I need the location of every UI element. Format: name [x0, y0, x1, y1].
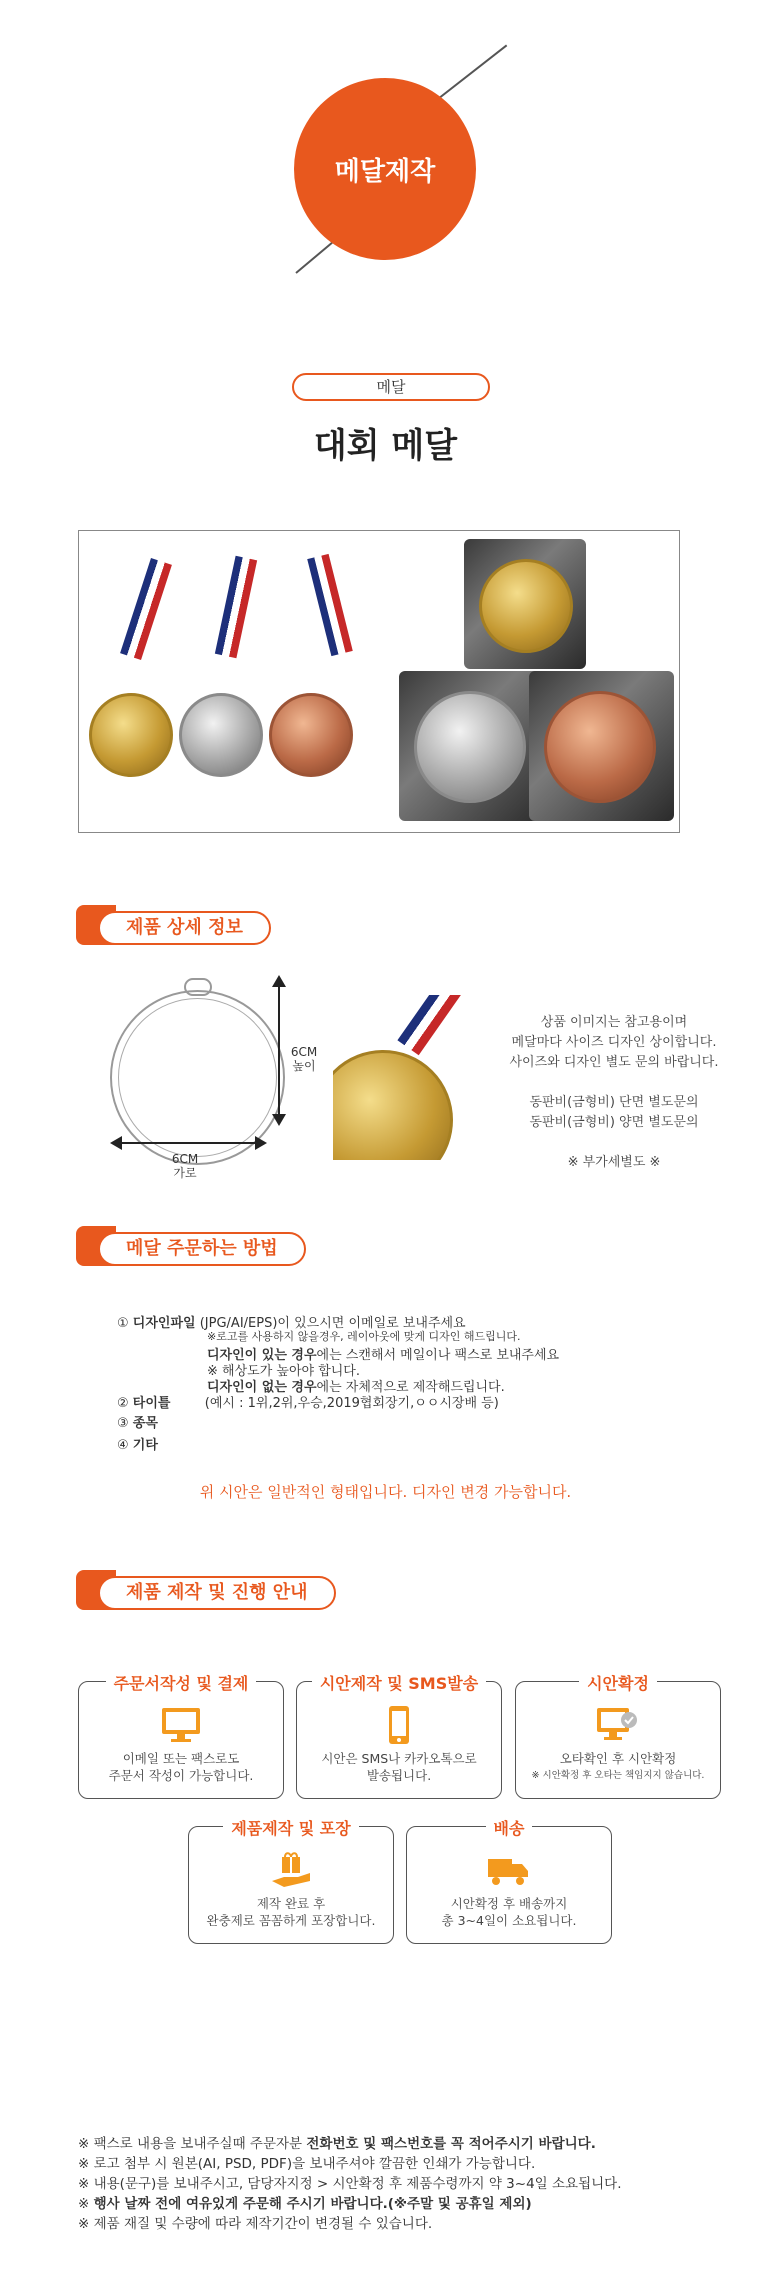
card-desc [297, 1750, 501, 1784]
card-title-text: 주문서작성 및 결제 [106, 1674, 257, 1693]
spacer [480, 1073, 748, 1093]
category-pill: 메달 [292, 373, 490, 401]
footer-line: ※ 내용(문구)를 보내주시고, 담당자지정 > 시안확정 후 제품수령까지 약 3~4일 소요됩니다. [78, 2176, 622, 2192]
detail-line: 동판비(금형비) 양면 별도문의 [529, 1115, 699, 1130]
detail-line: 사이즈와 디자인 별도 문의 바랍니다. [509, 1055, 719, 1070]
card-title [189, 1816, 393, 1839]
arrow-right-icon [255, 1136, 267, 1150]
order-bold: 디자인이 없는 경우 [207, 1380, 317, 1395]
card-desc [189, 1895, 393, 1929]
monitor-check-icon [597, 1706, 639, 1744]
bronze-medal [544, 691, 656, 803]
section-title: 메달 주문하는 방법 [98, 1232, 306, 1266]
process-card-confirm [515, 1674, 721, 1799]
height-label [284, 1045, 324, 1073]
gold-medal [89, 693, 173, 777]
detail-notes [480, 1013, 748, 1173]
process-card-packaging [188, 1819, 394, 1944]
ribbon [397, 995, 464, 1055]
order-row [117, 1312, 559, 1331]
order-row [117, 1434, 559, 1453]
detail-line: 동판비(금형비) 단면 별도문의 [529, 1095, 699, 1110]
detail-line: 상품 이미지는 참고용이며 [540, 1015, 688, 1030]
spacer [480, 1133, 748, 1153]
order-text: 에는 자체적으로 제작해드립니다. [316, 1380, 505, 1395]
section-title: 제품 상세 정보 [98, 911, 271, 945]
width-arrow [117, 1142, 259, 1144]
card-desc-line: ※ 시안확정 후 오타는 책임지지 않습니다. [531, 1770, 705, 1781]
order-text: 에는 스캔해서 메일이나 팩스로 보내주세요 [316, 1348, 560, 1363]
order-row [117, 1344, 560, 1363]
card-title [297, 1671, 501, 1694]
order-num: ② [117, 1396, 129, 1411]
footer-bold: 전화번호 및 팩스번호를 꼭 적어주시기 바랍니다. [306, 2136, 596, 2152]
medal-inner-outline [118, 998, 277, 1157]
card-desc-line: 제작 완료 후 [256, 1896, 326, 1911]
footer-line: ※ 제품 재질 및 수량에 따라 제작기간이 변경될 수 있습니다. [78, 2216, 433, 2232]
card-desc-line: 완충제로 꼼꼼하게 포장합니다. [206, 1913, 376, 1928]
card-title-text: 시안제작 및 SMS발송 [312, 1674, 486, 1693]
arrow-up-icon [272, 975, 286, 987]
order-bold: 종목 [132, 1416, 158, 1431]
smartphone-icon [378, 1706, 420, 1744]
order-num: ③ [117, 1416, 129, 1431]
width-label [165, 1152, 205, 1180]
gift-hand-icon [270, 1851, 312, 1889]
product-photo [78, 530, 680, 833]
order-bold: 타이틀 [132, 1396, 171, 1411]
card-desc-line: 이메일 또는 팩스로도 [122, 1751, 240, 1766]
footer-text: ※ [78, 2196, 94, 2212]
section-title: 제품 제작 및 진행 안내 [98, 1576, 336, 1610]
order-num: ④ [117, 1438, 129, 1453]
order-row [117, 1328, 559, 1344]
footer-line: ※ 로고 첨부 시 원본(AI, PSD, PDF)을 보내주셔야 깔끔한 인쇄가 가능합니다. [78, 2156, 536, 2172]
truck-icon [488, 1851, 530, 1889]
order-bold: 디자인파일 [132, 1316, 196, 1331]
card-desc [407, 1895, 611, 1929]
hero-title: 메달제작 [294, 78, 476, 260]
process-card-order [78, 1674, 284, 1799]
card-desc-line: 총 3~4일이 소요됩니다. [441, 1913, 577, 1928]
gold-medal [333, 1050, 453, 1160]
footer-line [78, 2134, 622, 2154]
ribbon [120, 558, 172, 660]
page-title: 대회 메달 [313, 426, 458, 466]
order-subnote: ※로고를 사용하지 않을경우, 레이아웃에 맞게 디자인 해드립니다. [207, 1330, 521, 1343]
card-title-text: 배송 [486, 1819, 533, 1838]
order-text: (JPG/AI/EPS)이 있으시면 이메일로 보내주세요 [195, 1316, 466, 1331]
order-text: ※ 해상도가 높아야 합니다. [207, 1364, 361, 1379]
tax-note: ※ 부가세별도 ※ [567, 1155, 661, 1170]
height-arrow [278, 983, 280, 1118]
height-value: 6CM [290, 1045, 318, 1059]
card-desc-line: 시안확정 후 배송까지 [450, 1896, 568, 1911]
card-title [516, 1671, 720, 1694]
design-notice: 위 시안은 일반적인 형태입니다. 디자인 변경 가능합니다. [199, 1483, 572, 1501]
footer-line [78, 2194, 622, 2214]
hero-banner [0, 0, 771, 340]
order-row [117, 1376, 559, 1395]
order-text: (예시 : 1위,2위,우승,2019협회장기,ㅇㅇ시장배 등) [204, 1396, 499, 1411]
card-title [79, 1671, 283, 1694]
order-num: ① [117, 1316, 129, 1331]
order-row [117, 1360, 559, 1379]
card-desc-line: 시안은 SMS나 카카오톡으로 [321, 1751, 477, 1766]
silver-medal [414, 691, 526, 803]
footer-bold: 행사 날짜 전에 여유있게 주문해 주시기 바랍니다.(※주말 및 공휴일 제외) [93, 2196, 532, 2212]
process-card-draft [296, 1674, 502, 1799]
card-title-text: 제품제작 및 포장 [223, 1819, 358, 1838]
arrow-left-icon [110, 1136, 122, 1150]
detail-line: 메달마다 사이즈 디자인 상이합니다. [511, 1035, 717, 1050]
monitor-icon [160, 1706, 202, 1744]
arrow-down-icon [272, 1114, 286, 1126]
footer-notes [78, 2134, 622, 2234]
ribbon [307, 554, 353, 656]
ribbon [215, 556, 257, 658]
process-card-shipping [406, 1819, 612, 1944]
footer-text: ※ 팩스로 내용을 보내주실때 주문자분 [78, 2136, 307, 2152]
order-bold: 기타 [132, 1438, 158, 1453]
order-instructions [117, 1312, 560, 1453]
silver-medal [179, 693, 263, 777]
order-row [117, 1412, 559, 1434]
bronze-medal [269, 693, 353, 777]
width-value: 6CM [171, 1152, 199, 1166]
card-title-text: 시안확정 [579, 1674, 657, 1693]
card-desc [516, 1750, 720, 1784]
width-word: 가로 [173, 1166, 197, 1180]
card-desc [79, 1750, 283, 1784]
gold-medal [479, 559, 573, 653]
medal-closeup-photo [333, 995, 475, 1160]
card-desc-line: 주문서 작성이 가능합니다. [108, 1768, 254, 1783]
card-desc-line: 오타확인 후 시안확정 [559, 1751, 677, 1766]
height-word: 높이 [292, 1059, 316, 1073]
card-title [407, 1816, 611, 1839]
order-row [117, 1392, 559, 1412]
order-bold: 디자인이 있는 경우 [207, 1348, 317, 1363]
card-desc-line: 발송됩니다. [366, 1768, 432, 1783]
